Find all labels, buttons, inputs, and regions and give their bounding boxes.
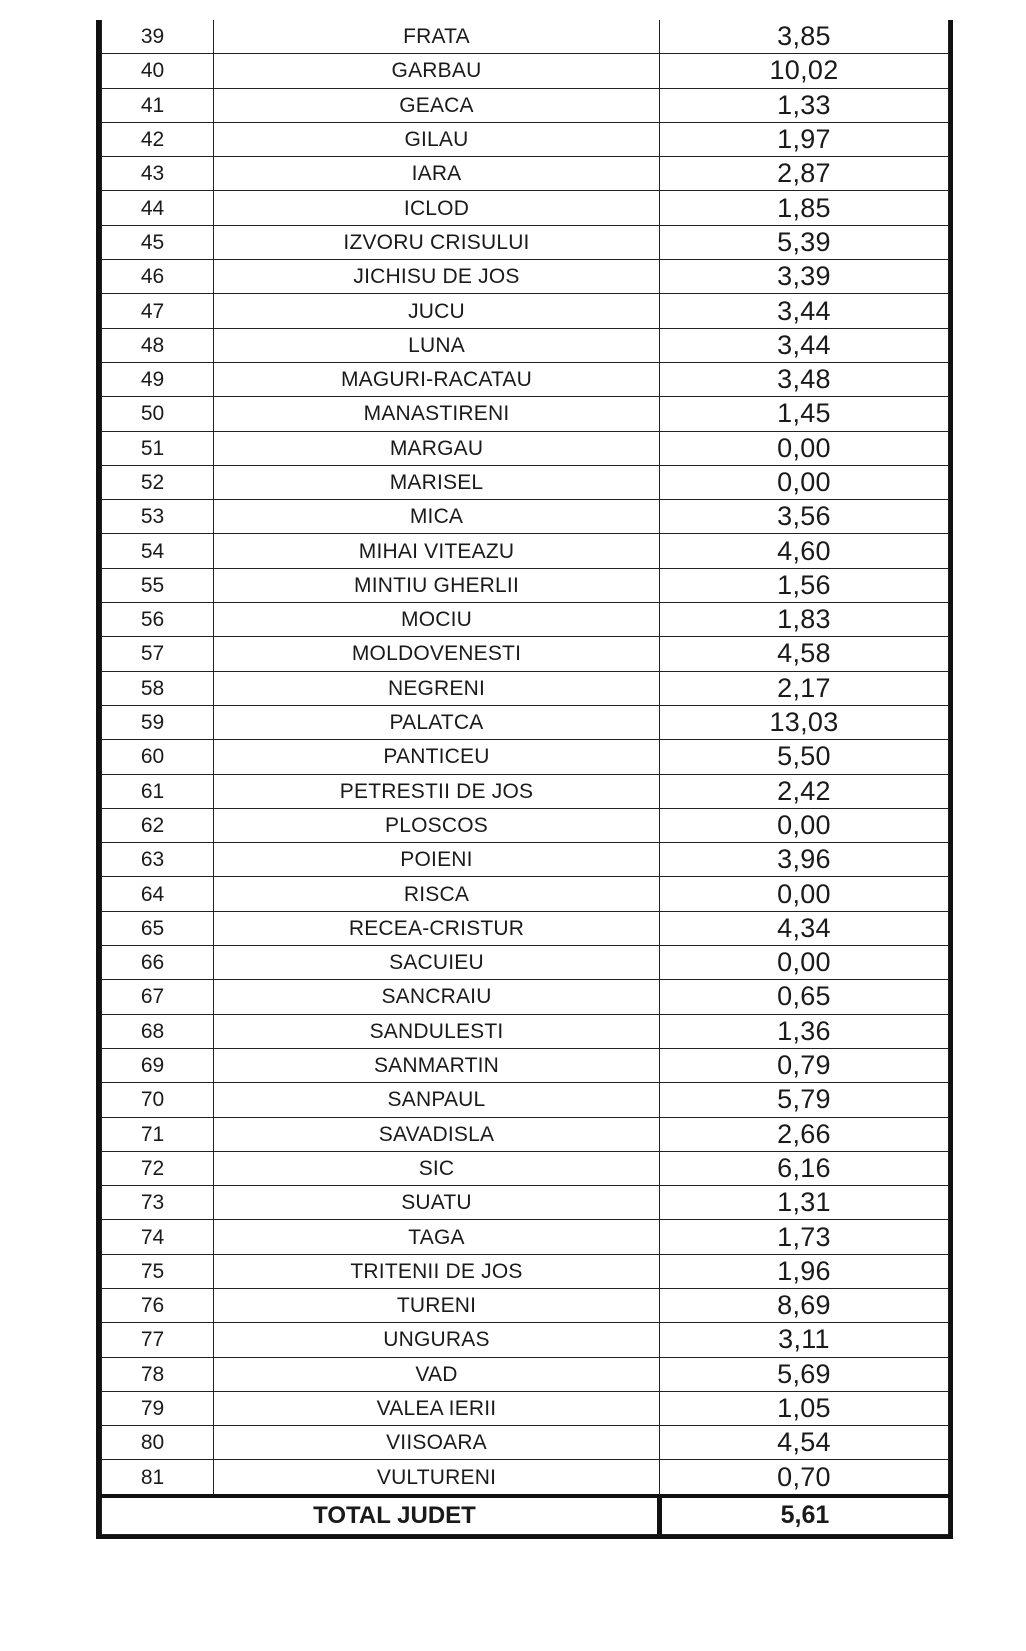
row-number: 52 xyxy=(102,465,214,499)
row-number: 75 xyxy=(102,1254,214,1288)
row-value: 3,11 xyxy=(660,1323,949,1357)
locality-name: GILAU xyxy=(214,122,660,156)
row-value: 1,96 xyxy=(660,1254,949,1288)
table-row xyxy=(102,911,949,945)
row-number: 51 xyxy=(102,431,214,465)
table-row xyxy=(102,843,949,877)
table-row xyxy=(102,603,949,637)
table-row xyxy=(102,465,949,499)
table-row xyxy=(102,1288,949,1322)
row-number: 53 xyxy=(102,500,214,534)
locality-name: MOLDOVENESTI xyxy=(214,637,660,671)
locality-name: MARGAU xyxy=(214,431,660,465)
row-number: 48 xyxy=(102,328,214,362)
locality-name: VULTURENI xyxy=(214,1460,660,1496)
row-value: 1,45 xyxy=(660,397,949,431)
table-row xyxy=(102,808,949,842)
table-row xyxy=(102,1254,949,1288)
data-table xyxy=(101,20,949,1535)
locality-name: ICLOD xyxy=(214,191,660,225)
row-number: 55 xyxy=(102,568,214,602)
locality-name: VAD xyxy=(214,1357,660,1391)
locality-name: POIENI xyxy=(214,843,660,877)
table-row xyxy=(102,534,949,568)
row-value: 13,03 xyxy=(660,705,949,739)
locality-name: PETRESTII DE JOS xyxy=(214,774,660,808)
table-row xyxy=(102,362,949,396)
locality-name: SUATU xyxy=(214,1186,660,1220)
table-row xyxy=(102,1083,949,1117)
table-row xyxy=(102,774,949,808)
row-value: 3,39 xyxy=(660,260,949,294)
locality-name: MAGURI-RACATAU xyxy=(214,362,660,396)
row-value: 0,00 xyxy=(660,465,949,499)
row-value: 4,54 xyxy=(660,1426,949,1460)
row-number: 76 xyxy=(102,1288,214,1322)
row-number: 49 xyxy=(102,362,214,396)
row-number: 41 xyxy=(102,88,214,122)
row-value: 1,85 xyxy=(660,191,949,225)
row-value: 2,66 xyxy=(660,1117,949,1151)
row-value: 0,79 xyxy=(660,1048,949,1082)
row-number: 56 xyxy=(102,603,214,637)
row-number: 64 xyxy=(102,877,214,911)
row-number: 58 xyxy=(102,671,214,705)
row-value: 1,83 xyxy=(660,603,949,637)
table-row xyxy=(102,260,949,294)
row-value: 0,00 xyxy=(660,431,949,465)
row-value: 1,36 xyxy=(660,1014,949,1048)
locality-name: MANASTIRENI xyxy=(214,397,660,431)
table-row xyxy=(102,1151,949,1185)
locality-name: TAGA xyxy=(214,1220,660,1254)
row-number: 40 xyxy=(102,54,214,88)
table-row xyxy=(102,705,949,739)
locality-name: MIHAI VITEAZU xyxy=(214,534,660,568)
locality-name: SANPAUL xyxy=(214,1083,660,1117)
locality-name: UNGURAS xyxy=(214,1323,660,1357)
locality-name: PALATCA xyxy=(214,705,660,739)
table-row xyxy=(102,637,949,671)
row-value: 5,79 xyxy=(660,1083,949,1117)
row-number: 65 xyxy=(102,911,214,945)
locality-name: MARISEL xyxy=(214,465,660,499)
row-number: 59 xyxy=(102,705,214,739)
row-number: 66 xyxy=(102,946,214,980)
table-row xyxy=(102,122,949,156)
row-number: 74 xyxy=(102,1220,214,1254)
row-value: 2,87 xyxy=(660,157,949,191)
locality-name: RISCA xyxy=(214,877,660,911)
locality-name: GEACA xyxy=(214,88,660,122)
row-value: 4,34 xyxy=(660,911,949,945)
row-value: 0,70 xyxy=(660,1460,949,1496)
row-value: 1,31 xyxy=(660,1186,949,1220)
locality-name: RECEA-CRISTUR xyxy=(214,911,660,945)
row-value: 0,65 xyxy=(660,980,949,1014)
locality-name: TRITENII DE JOS xyxy=(214,1254,660,1288)
row-number: 42 xyxy=(102,122,214,156)
row-number: 50 xyxy=(102,397,214,431)
table-row xyxy=(102,225,949,259)
locality-name: IZVORU CRISULUI xyxy=(214,225,660,259)
table-row xyxy=(102,1117,949,1151)
table-row xyxy=(102,191,949,225)
row-number: 46 xyxy=(102,260,214,294)
row-value: 5,69 xyxy=(660,1357,949,1391)
row-value: 1,33 xyxy=(660,88,949,122)
table-row xyxy=(102,1220,949,1254)
row-number: 60 xyxy=(102,740,214,774)
row-number: 39 xyxy=(102,20,214,54)
table-row xyxy=(102,88,949,122)
row-number: 67 xyxy=(102,980,214,1014)
locality-name: NEGRENI xyxy=(214,671,660,705)
table-row xyxy=(102,157,949,191)
row-value: 10,02 xyxy=(660,54,949,88)
table-row xyxy=(102,946,949,980)
row-number: 43 xyxy=(102,157,214,191)
row-value: 3,44 xyxy=(660,328,949,362)
locality-name: SACUIEU xyxy=(214,946,660,980)
row-number: 72 xyxy=(102,1151,214,1185)
row-value: 1,56 xyxy=(660,568,949,602)
locality-name: MINTIU GHERLII xyxy=(214,568,660,602)
locality-name: JICHISU DE JOS xyxy=(214,260,660,294)
row-number: 61 xyxy=(102,774,214,808)
row-number: 79 xyxy=(102,1391,214,1425)
locality-name: SIC xyxy=(214,1151,660,1185)
table-row xyxy=(102,1186,949,1220)
locality-name: FRATA xyxy=(214,20,660,54)
table-row xyxy=(102,980,949,1014)
row-value: 2,17 xyxy=(660,671,949,705)
row-number: 62 xyxy=(102,808,214,842)
table-row xyxy=(102,1391,949,1425)
row-number: 45 xyxy=(102,225,214,259)
row-value: 5,50 xyxy=(660,740,949,774)
row-number: 68 xyxy=(102,1014,214,1048)
locality-name: JUCU xyxy=(214,294,660,328)
table-row xyxy=(102,294,949,328)
locality-name: SANDULESTI xyxy=(214,1014,660,1048)
table-row xyxy=(102,740,949,774)
locality-name: PLOSCOS xyxy=(214,808,660,842)
total-value: 5,61 xyxy=(660,1496,949,1535)
locality-name: TURENI xyxy=(214,1288,660,1322)
table-row xyxy=(102,500,949,534)
row-value: 3,56 xyxy=(660,500,949,534)
row-number: 63 xyxy=(102,843,214,877)
locality-name: VIISOARA xyxy=(214,1426,660,1460)
locality-name: GARBAU xyxy=(214,54,660,88)
row-value: 1,05 xyxy=(660,1391,949,1425)
table-row xyxy=(102,1014,949,1048)
row-value: 1,97 xyxy=(660,122,949,156)
locality-name: SAVADISLA xyxy=(214,1117,660,1151)
table-row xyxy=(102,1048,949,1082)
locality-name: IARA xyxy=(214,157,660,191)
row-value: 0,00 xyxy=(660,808,949,842)
row-number: 73 xyxy=(102,1186,214,1220)
locality-name: SANCRAIU xyxy=(214,980,660,1014)
row-value: 3,85 xyxy=(660,20,949,54)
row-value: 4,60 xyxy=(660,534,949,568)
locality-name: LUNA xyxy=(214,328,660,362)
row-number: 57 xyxy=(102,637,214,671)
row-number: 81 xyxy=(102,1460,214,1496)
row-value: 3,44 xyxy=(660,294,949,328)
row-number: 77 xyxy=(102,1323,214,1357)
table-row xyxy=(102,1323,949,1357)
row-number: 70 xyxy=(102,1083,214,1117)
row-value: 3,96 xyxy=(660,843,949,877)
table-row xyxy=(102,20,949,54)
row-value: 0,00 xyxy=(660,877,949,911)
document-page xyxy=(96,20,953,1539)
row-value: 0,00 xyxy=(660,946,949,980)
total-label: TOTAL JUDET xyxy=(102,1496,660,1535)
row-value: 2,42 xyxy=(660,774,949,808)
row-value: 3,48 xyxy=(660,362,949,396)
row-number: 54 xyxy=(102,534,214,568)
row-number: 69 xyxy=(102,1048,214,1082)
locality-name: PANTICEU xyxy=(214,740,660,774)
row-value: 1,73 xyxy=(660,1220,949,1254)
locality-name: MICA xyxy=(214,500,660,534)
locality-name: VALEA IERII xyxy=(214,1391,660,1425)
row-value: 8,69 xyxy=(660,1288,949,1322)
row-number: 78 xyxy=(102,1357,214,1391)
table-row xyxy=(102,431,949,465)
row-number: 47 xyxy=(102,294,214,328)
locality-name: SANMARTIN xyxy=(214,1048,660,1082)
table-body xyxy=(102,20,949,1534)
table-row xyxy=(102,397,949,431)
table-row xyxy=(102,671,949,705)
table-row xyxy=(102,1357,949,1391)
row-number: 44 xyxy=(102,191,214,225)
table-row xyxy=(102,1426,949,1460)
row-value: 5,39 xyxy=(660,225,949,259)
table-row xyxy=(102,54,949,88)
row-value: 4,58 xyxy=(660,637,949,671)
table-row xyxy=(102,568,949,602)
locality-name: MOCIU xyxy=(214,603,660,637)
total-row xyxy=(102,1496,949,1535)
table-row xyxy=(102,877,949,911)
row-number: 71 xyxy=(102,1117,214,1151)
row-value: 6,16 xyxy=(660,1151,949,1185)
table-row xyxy=(102,1460,949,1496)
row-number: 80 xyxy=(102,1426,214,1460)
table-row xyxy=(102,328,949,362)
